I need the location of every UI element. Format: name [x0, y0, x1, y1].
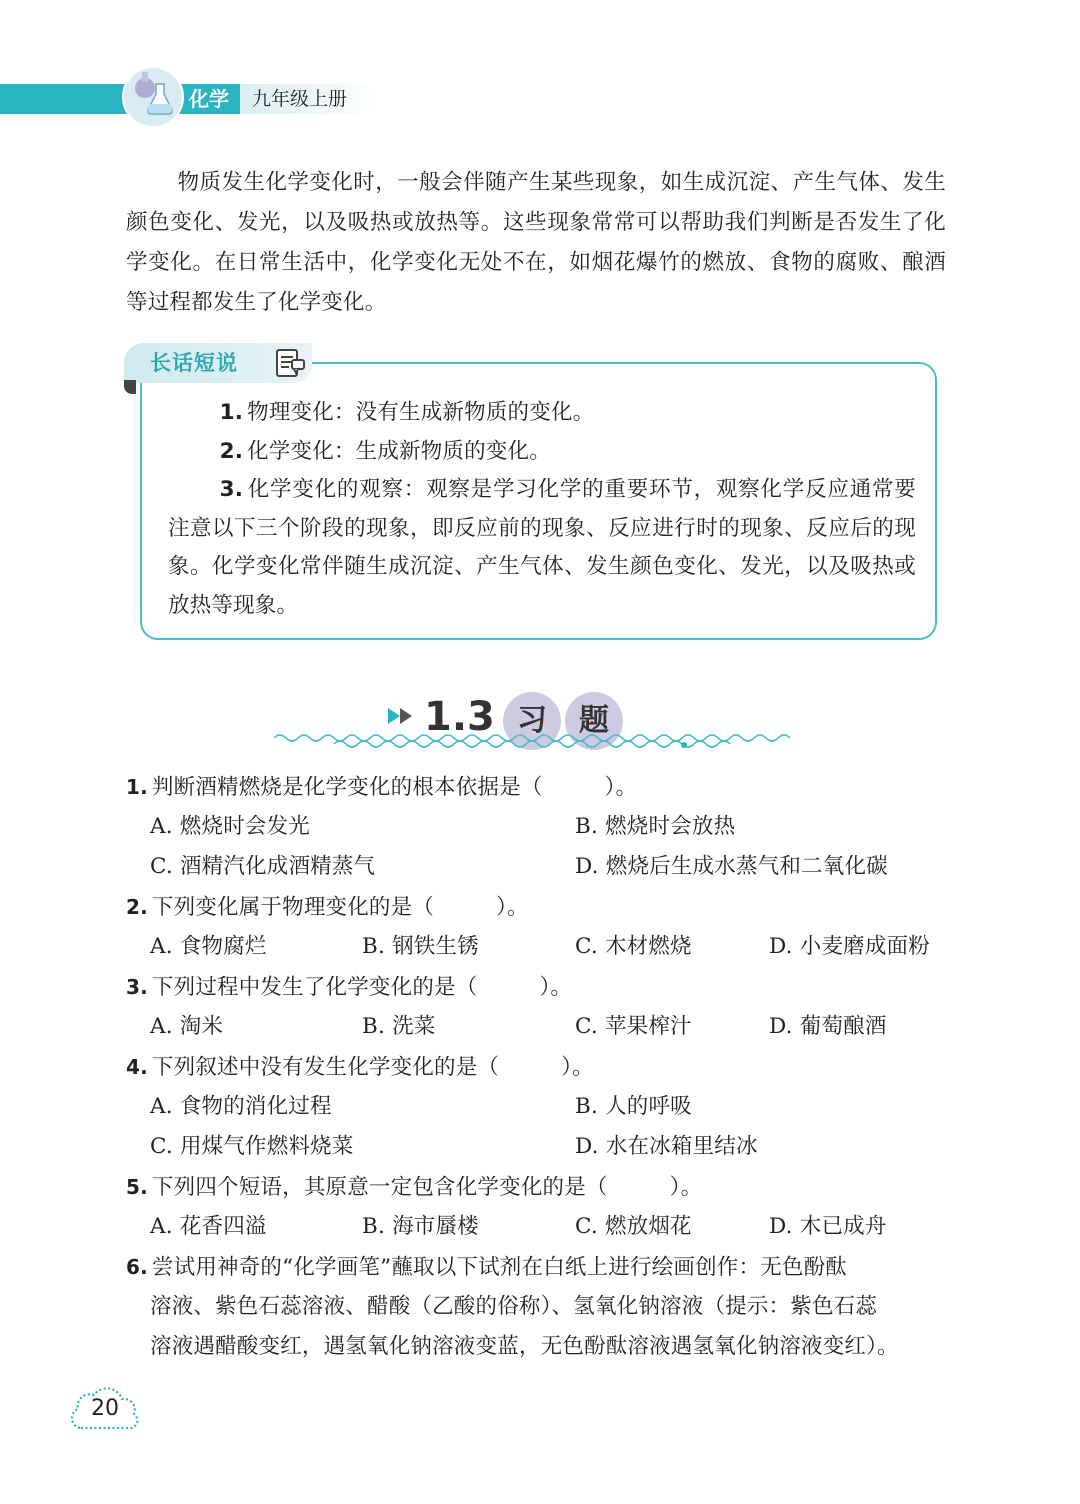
summary-item: 1. 物理变化：没有生成新物质的变化。	[219, 400, 595, 425]
option: D. 燃烧后生成水蒸气和二氧化碳	[575, 854, 888, 879]
option: B. 海市蜃楼	[362, 1214, 479, 1239]
option: C. 燃放烟花	[575, 1214, 692, 1239]
option: A. 食物腐烂	[150, 934, 267, 959]
option: A. 燃烧时会发光	[150, 814, 310, 839]
section-title-char: 习	[503, 692, 561, 750]
option: D. 小麦磨成面粉	[769, 934, 930, 959]
question-6-line: 溶液、紫色石蕊溶液、醋酸（乙酸的俗称）、氢氧化钠溶液（提示：紫色石蕊	[150, 1294, 878, 1319]
option: A. 淘米	[150, 1014, 224, 1039]
option: C. 用煤气作燃料烧菜	[150, 1134, 354, 1159]
question-4: 4. 下列叙述中没有发生化学变化的是（ ）。	[126, 1055, 594, 1080]
option: B. 人的呼吸	[575, 1094, 692, 1119]
header-subject: 化学	[189, 87, 229, 111]
option: A. 食物的消化过程	[150, 1094, 332, 1119]
summary-box-title: 长话短说	[150, 351, 238, 375]
summary-item: 2. 化学变化：生成新物质的变化。	[219, 438, 551, 464]
question-3: 3. 下列过程中发生了化学变化的是（ ）。	[126, 975, 573, 1000]
option: A. 花香四溢	[150, 1214, 267, 1239]
question-6-line: 溶液遇醋酸变红，遇氢氧化钠溶液变蓝，无色酚酞溶液遇氢氧化钠溶液变红）。	[150, 1334, 899, 1359]
header-grade: 九年级上册	[252, 88, 348, 110]
option: D. 水在冰箱里结冰	[575, 1134, 758, 1159]
option: B. 钢铁生锈	[362, 934, 479, 959]
option: B. 洗菜	[362, 1014, 436, 1039]
summary-item: 3. 化学变化的观察：观察是学习化学的重要环节，观察化学反应通常要注意以下三个阶段的现象，即反应前的现象、反应进行时的现象、反应后的现象。化学变化常伴随生成沉淀、产生气体、发生颜色变化、发光，以及吸热或放热等现象。	[168, 477, 916, 618]
option: C. 酒精汽化成酒精蒸气	[150, 854, 376, 879]
option: C. 木材燃烧	[575, 934, 692, 959]
question-6: 6. 尝试用神奇的“化学画笔”蘸取以下试剂在白纸上进行绘画创作：无色酚酞	[126, 1255, 848, 1280]
intro-paragraph: 物质发生化学变化时，一般会伴随产生某些现象，如生成沉淀、产生气体、发生颜色变化、发光，以及吸热或放热等。这些现象常常可以帮助我们判断是否发生了化学变化。在日常生活中，化学变化无处不在，如烟花爆竹的燃放、食物的腐败、酿酒等过程都发生了化学变化。	[126, 170, 946, 315]
option: D. 葡萄酿酒	[769, 1014, 887, 1039]
option: C. 苹果榨汁	[575, 1014, 692, 1039]
question-5: 5. 下列四个短语，其原意一定包含化学变化的是（ ）。	[126, 1175, 703, 1200]
option: B. 燃烧时会放热	[575, 814, 736, 839]
page-number: 20	[91, 1396, 119, 1421]
section-number: 1.3	[424, 694, 495, 740]
section-title-char: 题	[565, 692, 623, 750]
option: D. 木已成舟	[769, 1214, 887, 1239]
question-2: 2. 下列变化属于物理变化的是（ ）。	[126, 895, 529, 920]
question-1: 1. 判断酒精燃烧是化学变化的根本依据是（ ）。	[126, 775, 638, 800]
